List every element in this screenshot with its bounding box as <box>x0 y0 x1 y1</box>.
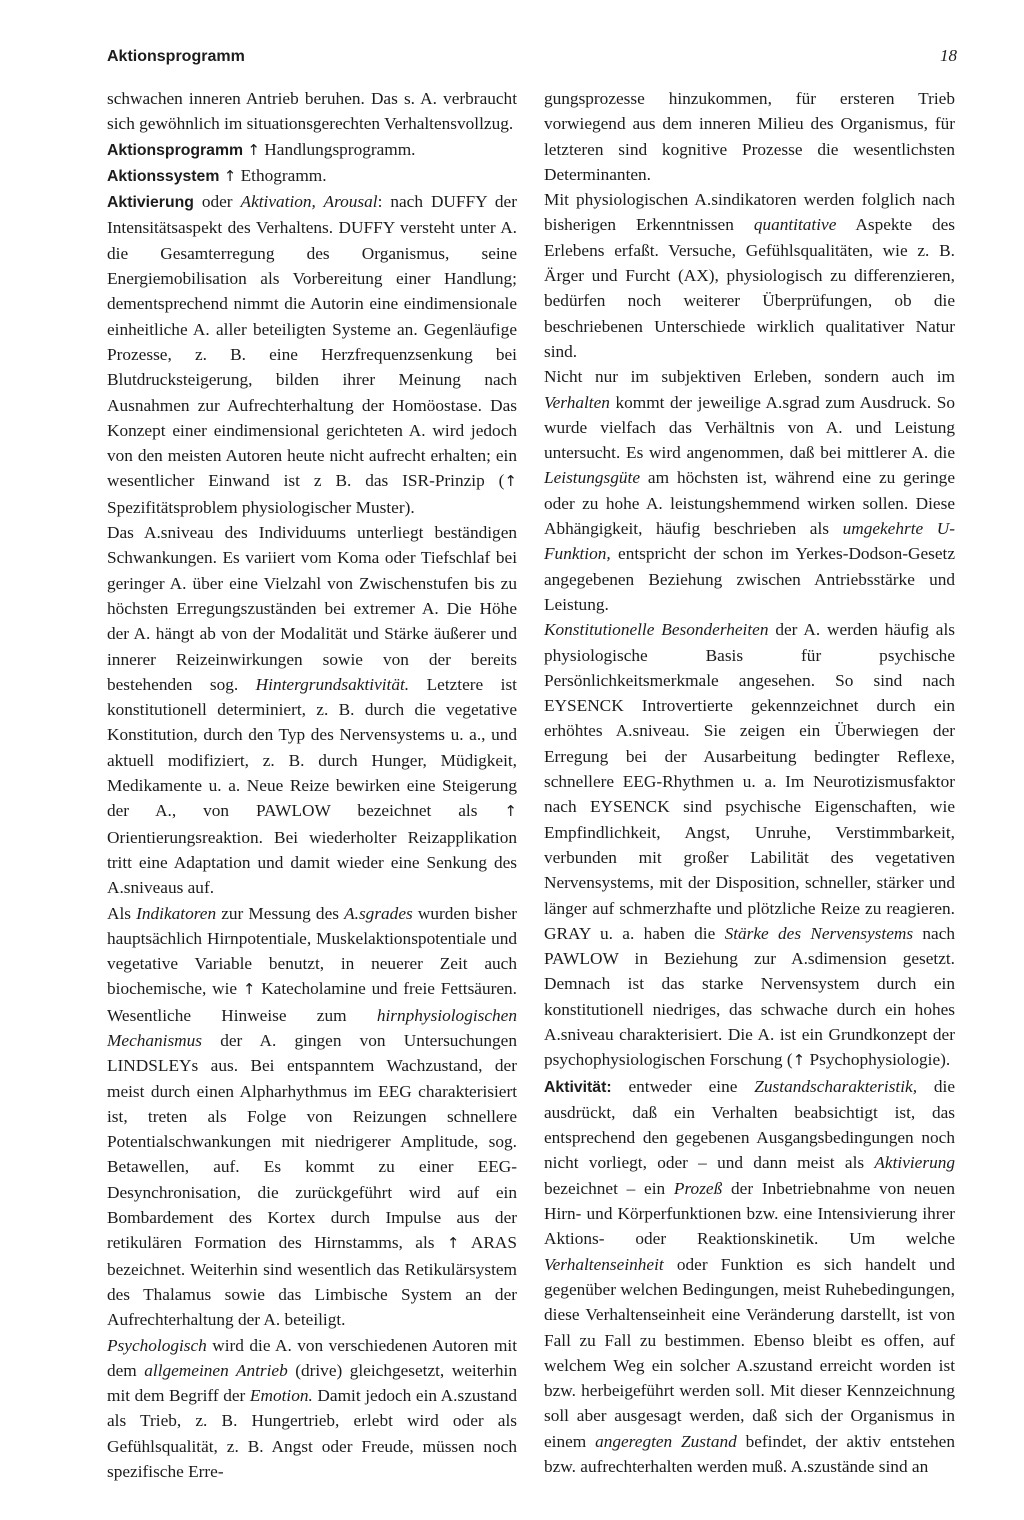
italic-term: Emotion. <box>249 1386 313 1406</box>
text-run: entspricht der schon im Yerkes-Dodson-Gesetz angegebenen Beziehung zwischen Antriebsstärke und Leistung. <box>544 544 955 614</box>
cross-reference-arrow-icon: ↑ <box>223 166 237 185</box>
entry-aktivitaet <box>544 1074 955 1480</box>
italic-term: Indikatoren <box>136 903 217 923</box>
text-run: Katecholamine und freie Fettsäuren. Wesentliche Hinweise zum <box>107 979 517 1025</box>
text-run: Damit jedoch ein A.szustand als Trieb, z. B. Hungertrieb, erlebt wird oder als Gefühlsqualität, z. B. Angst oder Freude, müssen noch spezifische Erre- <box>107 1386 517 1482</box>
italic-term: angeregten Zustand <box>595 1431 737 1451</box>
text-run: Letztere ist konstitutionell determiniert, z. B. durch die vegetative Konstitution, durch den Typ des Nervensystems u. a., und aktuell modifiziert, z. B. durch Hunger, Müdigkeit, Medikamente u. a. Neue Reize bewirken eine Steigerung der A., von PAWLOW bezeichnet als <box>107 674 517 821</box>
text-run: gungsprozesse hinzukommen, für ersteren Trieb vorwiegend aus dem inneren Milieu des Organismus, für letzteren sind kognitive Prozesse die wesentlichsten Determinanten. <box>544 89 955 184</box>
text-run: Psychophysiologie). <box>805 1050 951 1070</box>
cross-reference-arrow-icon: ↑ <box>504 802 517 821</box>
text-run: Spezifitätsproblem physiologischer Muster). <box>107 497 415 517</box>
text-run: wird die A. von verschiedenen Autoren mit dem <box>107 1335 517 1380</box>
text-run: kommt der jeweilige A.sgrad zum Ausdruck. So wurde vielfach das Verhältnis von A. und Leistung untersucht. Es wird angenommen, daß bei mittlerer A. die <box>544 392 955 463</box>
text-run: oder Funktion es sich handelt und gegenüber welchen Bedingungen, meist Ruhebedingungen, diese Verhaltenseinheit eine Veränderung darstellt, ist von Fall zu Fall zu bestimmen. Ebenso bleibt es offen, auf welchem Weg ein solcher A.szustand erreicht worden ist bzw. herbeigeführt werden soll. Mit dieser Kennzeichnung soll aber ausgesagt werden, daß sich der Organismus in einem <box>544 1254 955 1451</box>
text-run: nach PAWLOW in Beziehung zur A.sdimension gesetzt. Demnach ist das starke Nervensystem durch ein konstitutionell niedriges, das schwache durch ein hohes A.sniveau charakterisiert. Die A. ist ein Grundkonzept der psychophysiologischen Forschung ( <box>544 923 956 1070</box>
paragraph <box>544 187 955 364</box>
text-run: Aspekte des Erlebens erfaßt. Versuche, Gefühlsqualitäten, wie z. B. Ärger und Furcht (AX), physiologisch zu differenzieren, bedürfen noch weiterer Überprüfungen, ob die beschriebenen Unterschiede wirklich qualitativer Natur sind. <box>544 215 955 361</box>
entry-aktionsprogramm <box>107 137 517 163</box>
text-run: zur Messung des <box>216 903 345 923</box>
text-run: der Inbetriebnahme von neuen Hirn- und Körperfunktionen bzw. eine Intensivierung ihrer Aktions- oder Reaktionskinetik. Um welche <box>544 1178 955 1249</box>
italic-term: Verhaltenseinheit <box>544 1254 664 1274</box>
right-column <box>544 86 955 1479</box>
text-run: Mit physiologischen A.sindikatoren werden folglich nach bisherigen Erkenntnissen <box>544 190 955 235</box>
text-run: wurden bisher hauptsächlich Hirnpotentiale, Muskelaktionspotentiale und vegetative Variable benutzt, in neuerer Zeit auch biochemische, wie <box>107 903 518 999</box>
text-run: Orientierungsreaktion. Bei wiederholter Reizapplikation tritt eine Adaptation und damit wieder eine Senkung des A.sniveaus auf. <box>107 827 517 898</box>
italic-term: Verhalten <box>544 392 610 412</box>
italic-term: Leistungsgüte <box>544 468 641 488</box>
italic-term: Prozeß <box>673 1178 723 1198</box>
cross-reference-arrow-icon: ↑ <box>792 1051 806 1070</box>
paragraph <box>544 364 955 617</box>
text-run: (drive) gleichgesetzt, weiterhin mit dem Begriff der <box>107 1360 518 1406</box>
italic-term: umgekehrte U-Funktion, <box>544 519 955 564</box>
italic-term: Hintergrundsaktivität. <box>255 674 410 694</box>
text-run: ARAS bezeichnet. Weiterhin sind wesentlich das Retikulärsystem des Thalamus sowie das Limbische System an der Aufrechterhaltung der A. beteiligt. <box>107 1233 517 1330</box>
running-head: Aktionsprogramm <box>107 48 245 65</box>
text-run: Nicht nur im subjektiven Erleben, sondern auch im <box>544 367 955 387</box>
paragraph <box>107 1333 517 1485</box>
entry-keyword: Aktionssystem <box>107 167 220 185</box>
text-run: entweder eine <box>611 1076 755 1096</box>
page-number: 18 <box>940 46 957 65</box>
italic-term: Zustandscharakteristik, <box>754 1076 918 1096</box>
text-run: schwachen inneren Antrieb beruhen. Das s. A. verbraucht sich gewöhnlich im situationsgerechten Verhaltensvollzug. <box>107 89 517 134</box>
cross-reference-arrow-icon: ↑ <box>504 472 517 491</box>
text-run: Als <box>107 903 137 923</box>
paragraph <box>544 617 955 1073</box>
italic-term: Konstitutionelle Besonderheiten <box>544 620 769 640</box>
text-run: Ethogramm. <box>236 165 327 185</box>
text-run: oder <box>193 192 241 212</box>
entry-aktivierung <box>107 189 517 520</box>
text-run: der A. werden häufig als physiologische Basis für psychische Persönlichkeitsmerkmale angesehen. So sind nach EYSENCK Introvertierte gekennzeichnet durch ein erhöhtes A.sniveau. Sie zeigen ein Überwiegen der Erregung bei der Ausarbeitung bedingter Reflexe, schnellere EEG-Rhythmen u. a. Im Neurotizismusfaktor nach EYSENCK sind psychische Eigenschaften, wie Empfindlichkeit, Angst, Unruhe, Verstimmbarkeit, verbunden mit großer Labilität des vegetativen Nervensystems, mit der Disposition, schneller, stärker und länger auf schmerzhafte und plötzliche Reize zu reagieren. GRAY u. a. haben die <box>544 620 955 943</box>
text-run: die ausdrückt, daß ein Verhalten beabsichtigt ist, das entsprechend den gegebenen Ausgangsbedingungen noch nicht vorliegt, oder – und dann meist als <box>544 1076 956 1173</box>
entry-keyword: Aktivierung <box>107 194 194 212</box>
cross-reference-arrow-icon: ↑ <box>242 980 256 999</box>
entry-keyword: Aktionsprogramm <box>107 141 244 159</box>
italic-term: Aktivierung <box>874 1153 955 1173</box>
cross-reference-arrow-icon: ↑ <box>247 140 260 159</box>
entry-aktionssystem <box>107 163 517 189</box>
italic-term: Stärke des Nervensystems <box>724 923 914 943</box>
italic-term: A.sgrades <box>344 903 413 923</box>
paragraph-continuation <box>107 86 517 137</box>
left-column <box>107 86 517 1484</box>
text-run: am höchsten ist, während eine zu geringe oder zu hohe A. leistungshemmend wirken sollen. Diese Abhängigkeit, häufig beschrieben als <box>544 468 955 539</box>
paragraph-continuation <box>544 86 955 187</box>
cross-reference-arrow-icon: ↑ <box>446 1234 460 1253</box>
paragraph <box>107 901 517 1333</box>
entry-keyword: Aktivität: <box>544 1078 612 1096</box>
text-run: : nach DUFFY der Intensitätsaspekt des Verhaltens. DUFFY versteht unter A. die Gesamterregung des Organismus, seine Energiemobilisation als Vorbereitung einer Handlung; dementsprechend nimmt die Autorin eine eindimensionale einheitliche A. aller beteiligten Systeme an. Gegenläufige Prozesse, z. B. eine Herzfrequenzsenkung bei Blutdrucksteigerung, bilden ihrer Meinung nach Ausnahmen zur Aufrechterhaltung der Homöostase. Das Konzept einer eindimensional gerichteten A. wird jedoch von den meisten Autoren heute nicht aufrecht erhalten; ein wesentlicher Einwand ist z B. das ISR-Prinzip ( <box>107 192 517 491</box>
text-run: der A. gingen von Untersuchungen LINDSLEYs aus. Bei entspanntem Wachzustand, der meist durch einen Alpharhythmus im EEG charakterisiert ist, treten als Folge von Reizungen schnellere Potentialschwankungen mit niedrigerer Amplitude, sog. Betawellen, auf. Es kommt zu einer EEG-Desynchronisation, die zurückgeführt wird auf ein Bombardement des Kortex durch Impulse aus der retikulären Formation des Hirnstamms, als <box>107 1030 517 1253</box>
italic-term: hirnphysiologischen Mechanismus <box>107 1005 517 1050</box>
text-run: Das A.sniveau des Individuums unterliegt beständigen Schwankungen. Es variiert vom Koma oder Tiefschlaf bei geringer A. über eine Vielzahl von Zwischenstufen bis zu höchsten Erregungszuständen bei extremer A. Die Höhe der A. hängt ab von der Modalität und Stärke äußerer und innerer Reizeinwirkungen sowie von der bereits bestehenden sog. <box>107 523 517 694</box>
text-run: bezeichnet – ein <box>544 1178 674 1198</box>
italic-term: allgemeinen Antrieb <box>144 1360 288 1380</box>
italic-term: Psychologisch <box>107 1335 207 1355</box>
text-run: Handlungsprogramm. <box>259 139 416 159</box>
italic-term: quantitative <box>753 215 837 235</box>
page-header <box>107 48 957 72</box>
italic-term: Aktivation, Arousal <box>240 192 378 212</box>
paragraph <box>107 520 517 900</box>
text-run: befindet, der aktiv entstehen bzw. aufrechterhalten werden muß. A.szustände sind an <box>544 1431 955 1477</box>
